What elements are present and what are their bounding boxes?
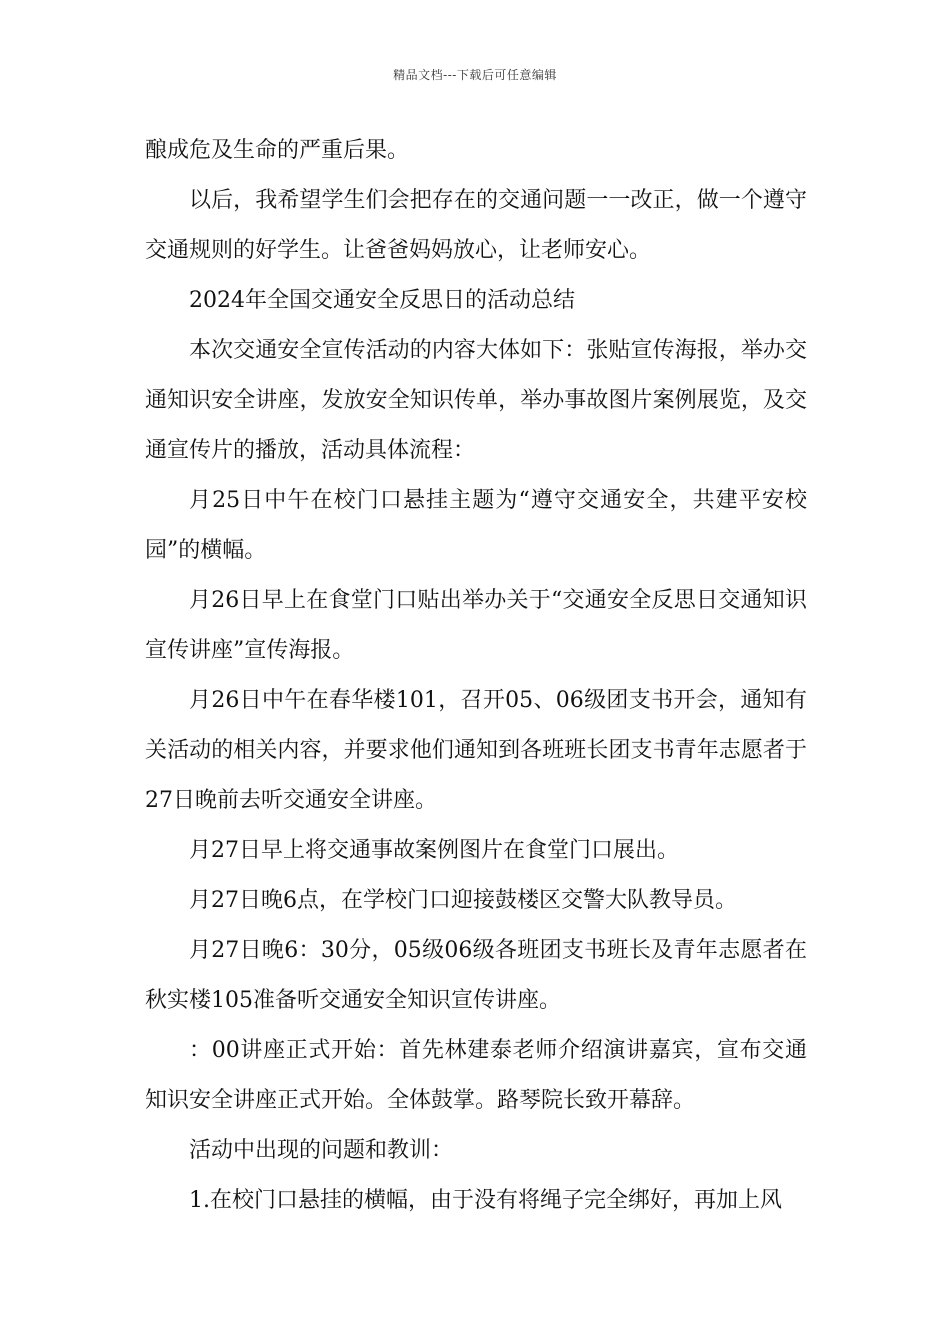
paragraph: 月27日晚6点，在学校门口迎接鼓楼区交警大队教导员。 bbox=[189, 888, 737, 913]
page-header: 精品文档---下载后可任意编辑 bbox=[393, 68, 557, 82]
paragraph: 本次交通安全宣传活动的内容大体如下：张贴宣传海报，举办交通知识安全讲座，发放安全知识传单，举办事故图片案例展览，及交通宣传片的播放，活动具体流程： bbox=[145, 338, 807, 463]
section-title: 2024年全国交通安全反思日的活动总结 bbox=[189, 288, 575, 313]
paragraph: 月27日早上将交通事故案例图片在食堂门口展出。 bbox=[189, 838, 679, 863]
paragraph: 月27日晚6：30分，05级06级各班团支书班长及青年志愿者在秋实楼105准备听交通安全知识宣传讲座。 bbox=[145, 938, 807, 1013]
paragraph: 月26日早上在食堂门口贴出举办关于“交通安全反思日交通知识宣传讲座”宣传海报。 bbox=[145, 588, 807, 663]
paragraph: 月25日中午在校门口悬挂主题为“遵守交通安全，共建平安校园”的横幅。 bbox=[145, 488, 807, 563]
paragraph: ：00讲座正式开始：首先林建泰老师介绍演讲嘉宾，宣布交通知识安全讲座正式开始。全体鼓掌。路琴院长致开幕辞。 bbox=[145, 1038, 807, 1113]
paragraph: 以后，我希望学生们会把存在的交通问题一一改正，做一个遵守交通规则的好学生。让爸爸妈妈放心，让老师安心。 bbox=[145, 188, 807, 263]
paragraph: 月26日中午在春华楼101，召开05、06级团支书开会，通知有关活动的相关内容，并要求他们通知到各班班长团支书青年志愿者于27日晚前去听交通安全讲座。 bbox=[145, 688, 807, 813]
paragraph: 活动中出现的问题和教训： bbox=[189, 1138, 454, 1163]
paragraph: 酿成危及生命的严重后果。 bbox=[145, 138, 410, 163]
document-body bbox=[145, 126, 807, 1226]
paragraph: 1.在校门口悬挂的横幅，由于没有将绳子完全绑好，再加上风 bbox=[189, 1188, 782, 1213]
